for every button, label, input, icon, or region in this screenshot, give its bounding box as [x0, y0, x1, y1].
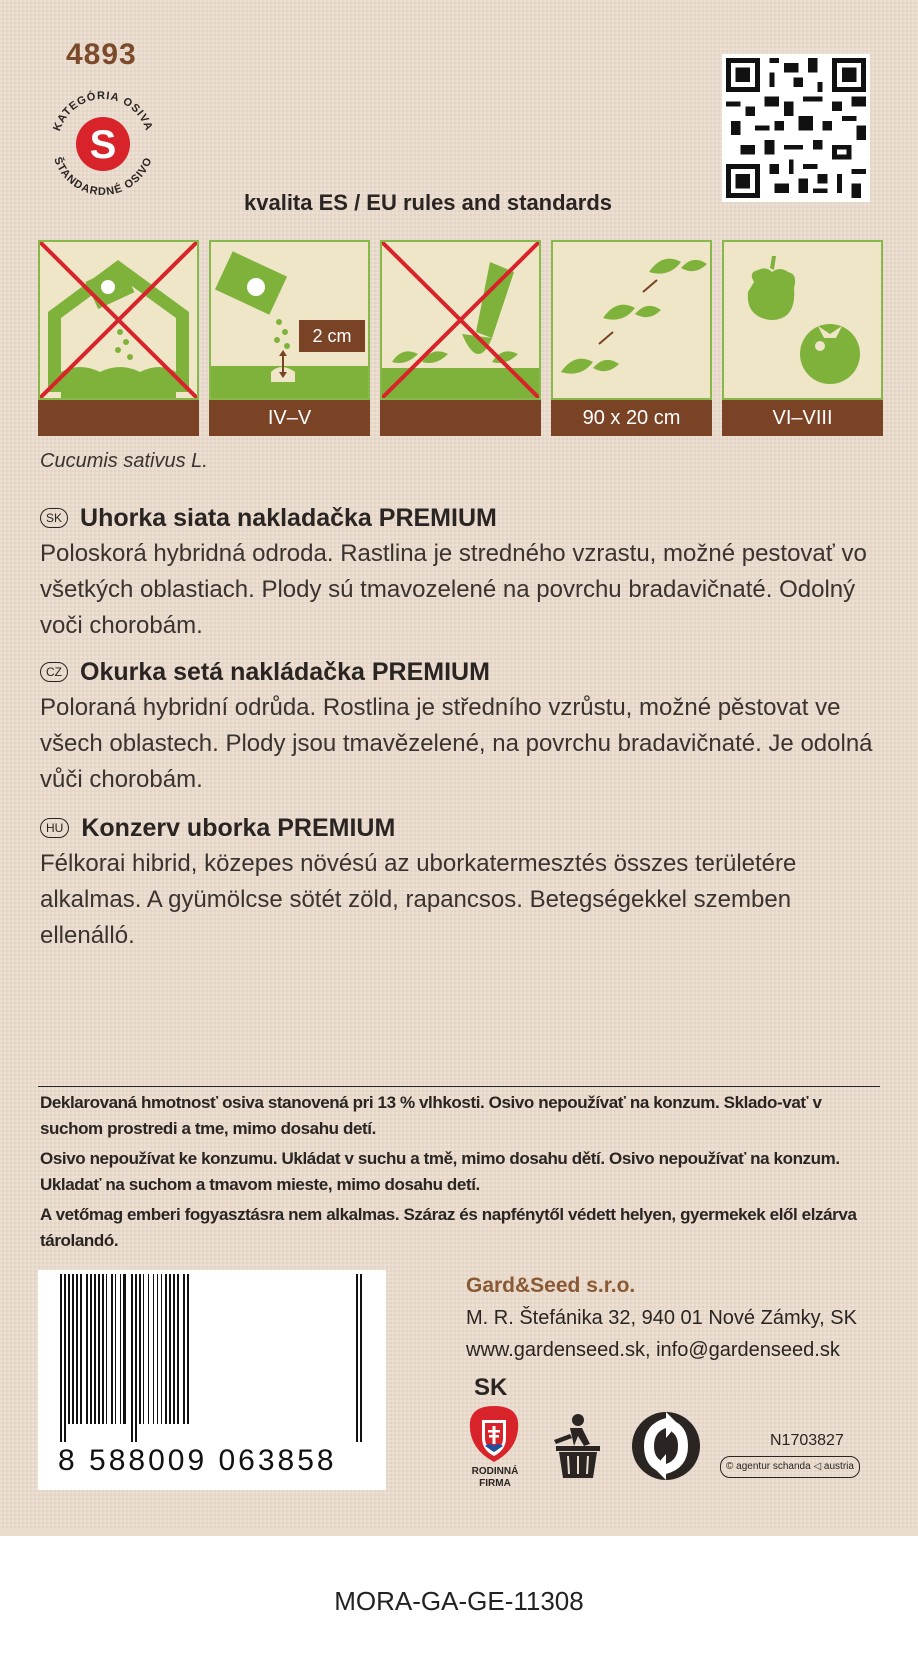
company-address: M. R. Štefánika 32, 940 01 Nové Zámky, SK — [466, 1307, 857, 1329]
transplanting-icon — [380, 240, 541, 436]
greenhouse-sowing-icon — [38, 240, 199, 436]
icon-label: VI–VIII — [722, 400, 883, 436]
legal-text-sk: Deklarovaná hmotnosť osiva stanovená pri 13 % vlhkosti. Osivo nepoužívať na konzum. Sklado-vať v suchom prostredi a tme, mimo dosahu detí. — [40, 1093, 822, 1138]
icon-label — [38, 400, 199, 436]
agency-credit: © agentur schanda ◁ austria — [720, 1456, 860, 1478]
green-dot-icon — [630, 1410, 702, 1482]
icon-label: 90 x 20 cm — [551, 400, 712, 436]
language-flag: HU — [40, 818, 69, 838]
company-contact[interactable]: www.gardenseed.sk, info@gardenseed.sk — [466, 1339, 840, 1361]
section-body: Félkorai hibrid, közepes növésú az uborkatermesztés összes területére alkalmas. A gyümölcse sötét zöld, rapancsos. Betegségekkel szemben ellenálló. — [40, 850, 797, 949]
country-code: SK — [474, 1374, 508, 1401]
language-flag: CZ — [40, 662, 68, 682]
section-sk — [40, 502, 890, 644]
product-code: 4893 — [66, 38, 137, 71]
direct-sowing-icon — [209, 240, 370, 436]
section-cz — [40, 656, 890, 798]
section-title: Konzerv uborka PREMIUM — [81, 813, 396, 842]
section-hu — [40, 812, 890, 954]
legal-text-hu: A vetőmag emberi fogyasztásra nem alkalmas. Száraz és napfénytől védett helyen, gyermekek elől elzárva tárolandó. — [40, 1205, 857, 1250]
icon-label — [380, 400, 541, 436]
company-name: Gard&Seed s.r.o. — [466, 1274, 636, 1297]
company-info — [466, 1270, 857, 1366]
icon-label: IV–V — [209, 400, 370, 436]
latin-name: Cucumis sativus L. — [40, 450, 208, 472]
barcode[interactable] — [38, 1270, 386, 1490]
footer-code: MORA-GA-GE-11308 — [334, 1586, 584, 1616]
barcode-number: 8 588009 063858 — [58, 1444, 337, 1477]
section-body: Poloskorá hybridná odroda. Rastlina je stredného vzrastu, možné pestovať vo všetkých oblastiach. Plody sú tmavozelené na povrchu bradavičnaté. Odolný voči chorobám. — [40, 540, 867, 639]
language-flag: SK — [40, 508, 68, 528]
section-title: Okurka setá nakládačka PREMIUM — [80, 657, 490, 686]
quality-statement: kvalita ES / EU rules and standards — [244, 190, 613, 215]
section-title: Uhorka siata nakladačka PREMIUM — [80, 503, 497, 532]
section-body: Poloraná hybridní odrůda. Rostlina je středního vzrůstu, možné pěstovat ve všech oblastech. Plody jsou tmavězelené, na povrchu bradavičnaté. Je odolná vůči chorobám. — [40, 694, 873, 793]
divider — [38, 1086, 880, 1087]
badge-bottom-text: ŠTANDARDNÉ OSIVO — [51, 155, 155, 199]
badge-top-text: KATEGÓRIA OSIVA — [51, 89, 155, 133]
seed-category-badge — [38, 78, 168, 208]
cultivation-icons — [38, 240, 884, 436]
family-firm-text: RODINNÁ FIRMA — [471, 1466, 519, 1489]
trash-bin-icon — [548, 1410, 608, 1480]
sowing-depth: 2 cm — [312, 326, 352, 346]
qr-code[interactable] — [722, 54, 870, 202]
print-code: N1703827 — [770, 1432, 844, 1449]
harvest-icon — [722, 240, 883, 436]
family-firm-logo — [466, 1404, 522, 1494]
legal-text-cz-sk: Osivo nepoužívat ke konzumu. Ukládat v suchu a tmě, mimo dosahu dětí. Osivo nepoužívať na konzum. Ukladať na suchom a tmavom mieste, mimo dosahu detí. — [40, 1149, 840, 1194]
spacing-icon — [551, 240, 712, 436]
badge-letter: S — [89, 123, 117, 167]
